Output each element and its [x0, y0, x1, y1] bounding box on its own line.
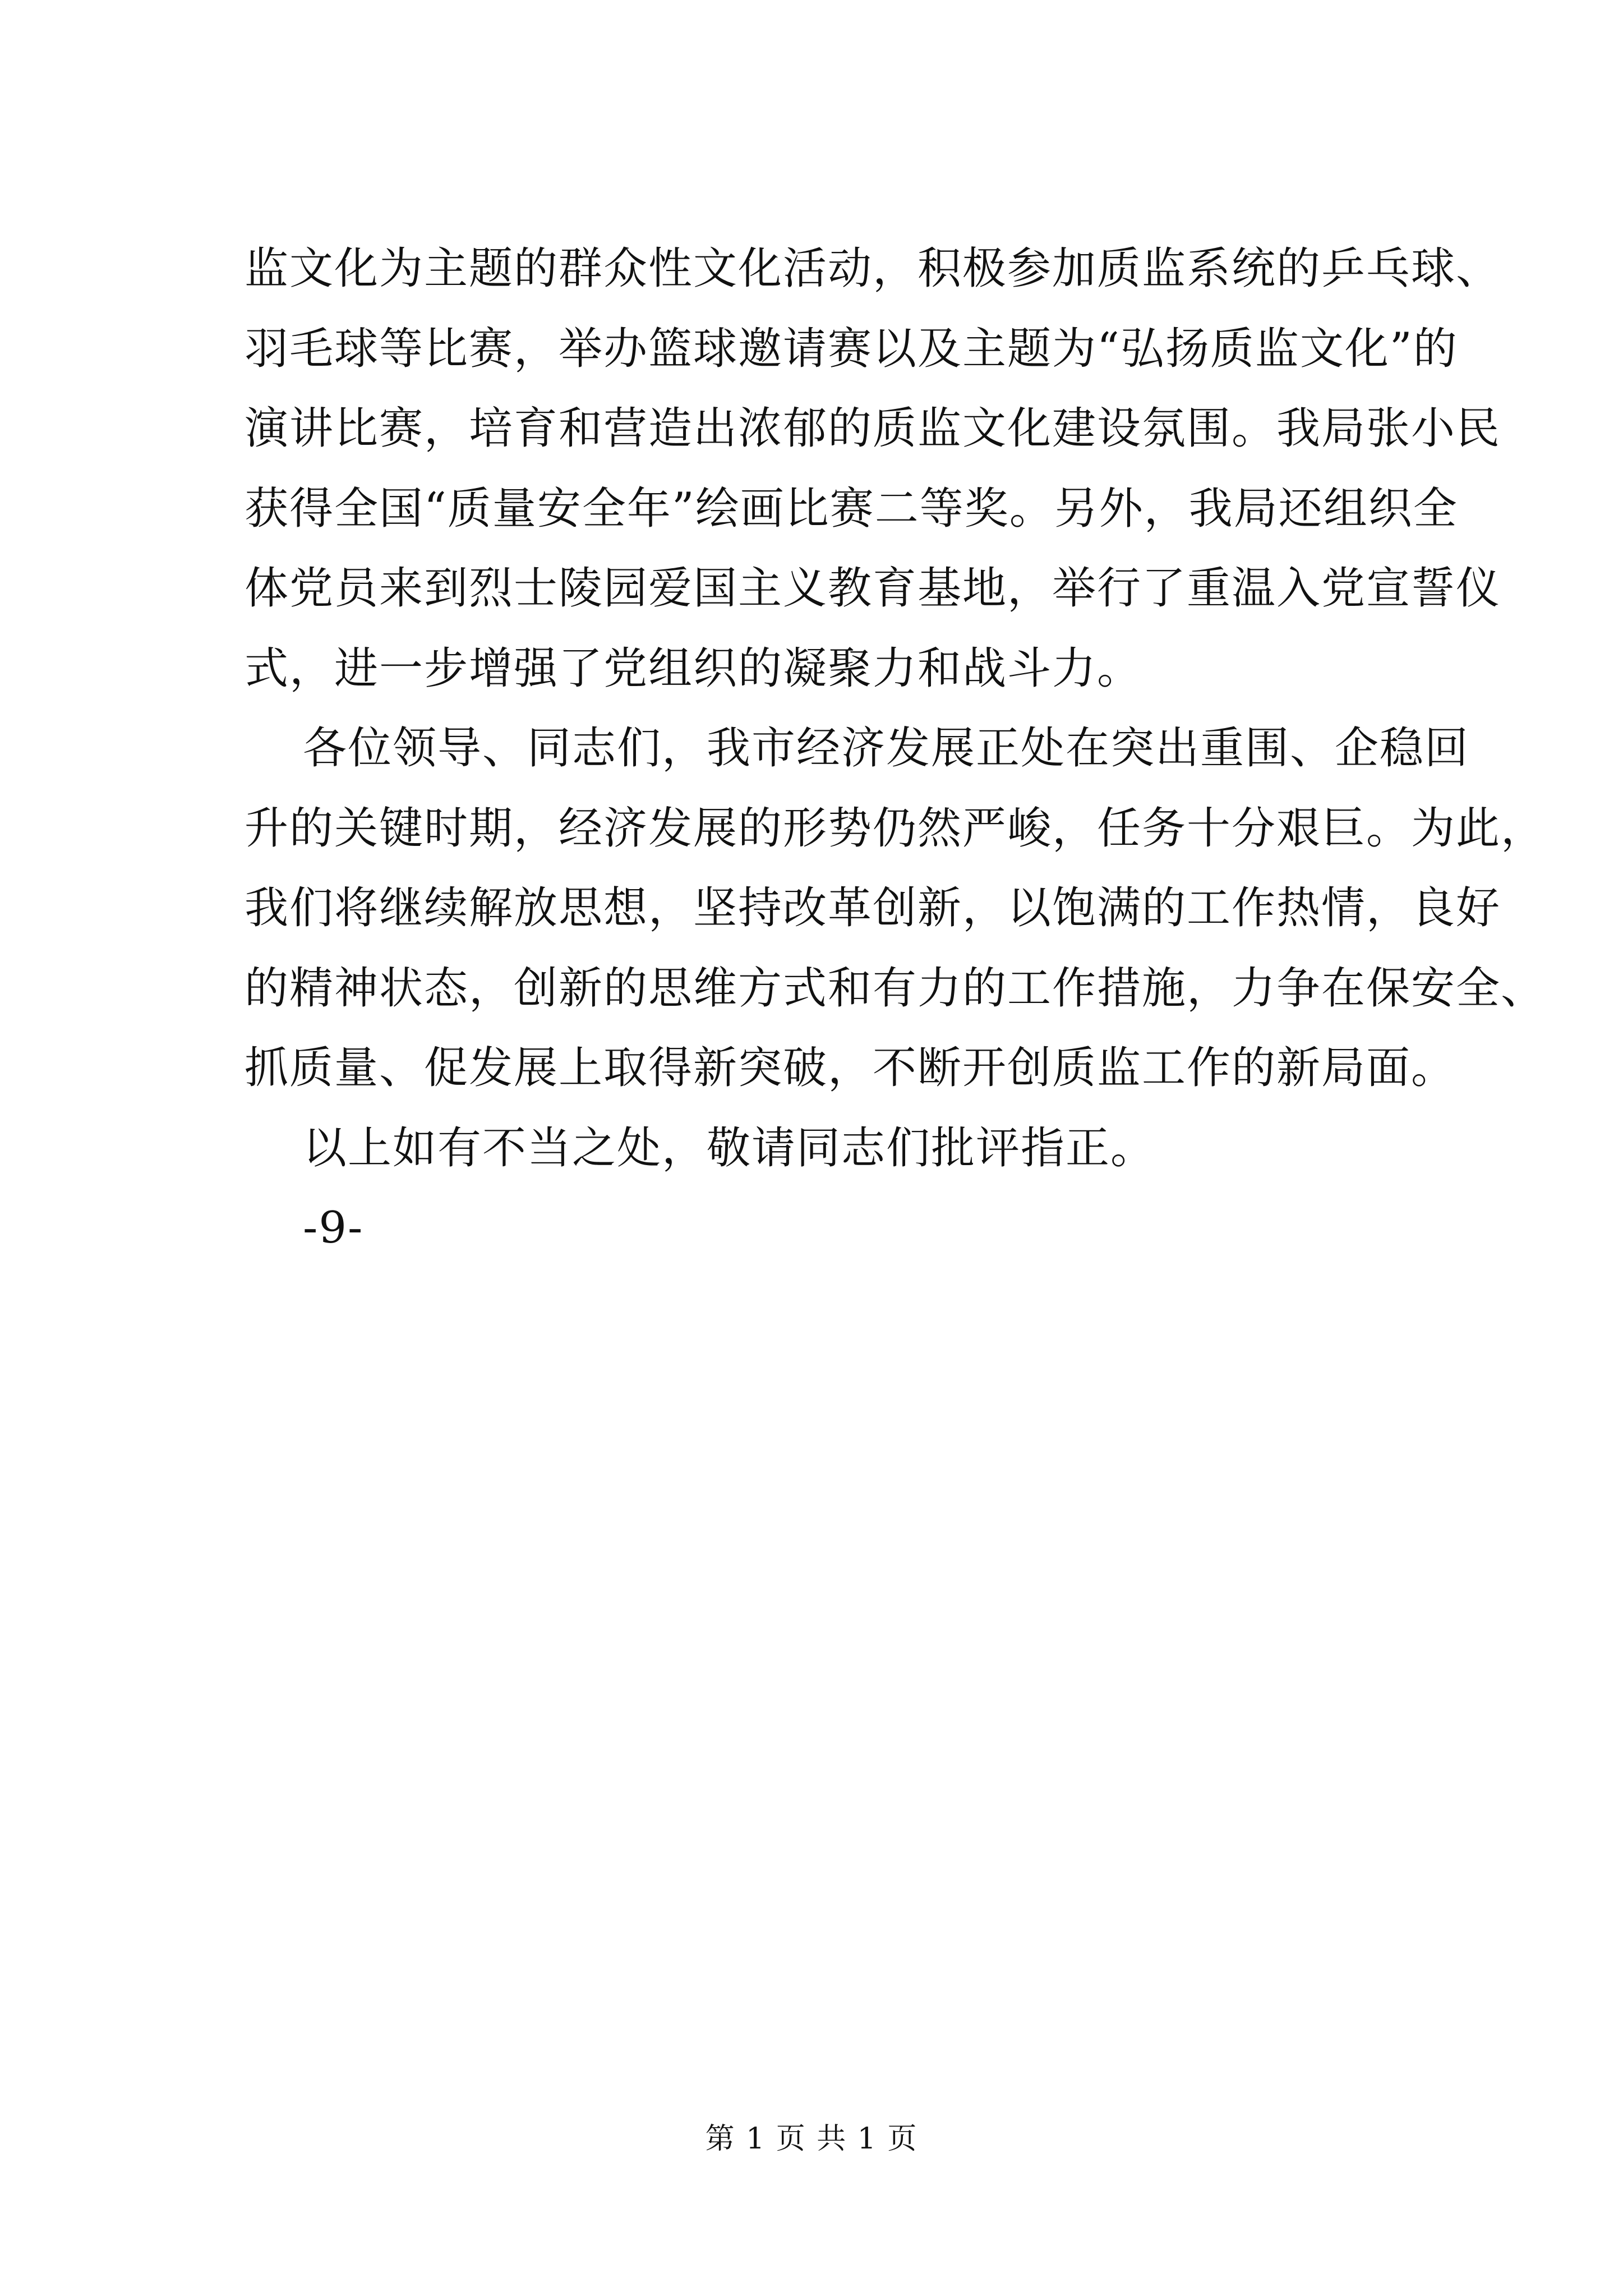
text-line: 演讲比赛，培育和营造出浓郁的质监文化建设氛围。我局张小民	[245, 403, 1501, 454]
page-footer: 第 1 页 共 1 页	[705, 2122, 918, 2156]
text-line: 抓质量、促发展上取得新突破，不断开创质监工作的新局面。	[245, 1043, 1456, 1093]
text-line: 监文化为主题的群众性文化活动，积极参加质监系统的乒乓球、	[245, 243, 1501, 294]
text-line: 羽毛球等比赛，举办篮球邀请赛以及主题为“弘扬质监文化”的	[245, 323, 1458, 374]
paragraph-3	[245, 1108, 1428, 1189]
document-body	[245, 229, 1546, 1268]
paragraph-2	[245, 708, 1546, 1108]
text-line: 各位领导、同志们，我市经济发展正处在突出重围、企稳回	[303, 723, 1470, 774]
text-line: 的精神状态，创新的思维方式和有力的工作措施，力争在保安全、	[245, 963, 1546, 1014]
paragraph-1	[245, 229, 1501, 708]
inline-page-number: -9-	[303, 1203, 364, 1253]
text-line: 以上如有不当之处，敬请同志们批评指正。	[303, 1122, 1156, 1174]
text-line: 式，进一步增强了党组织的凝聚力和战斗力。	[245, 643, 1142, 694]
text-line: 体党员来到烈士陵园爱国主义教育基地，举行了重温入党宣誓仪	[245, 563, 1501, 614]
text-line: 升的关键时期，经济发展的形势仍然严峻，任务十分艰巨。为此，	[245, 803, 1546, 854]
text-line: 获得全国“质量安全年”绘画比赛二等奖。另外，我局还组织全	[245, 483, 1458, 534]
text-line: 我们将继续解放思想，坚持改革创新，以饱满的工作热情，良好	[245, 883, 1501, 933]
